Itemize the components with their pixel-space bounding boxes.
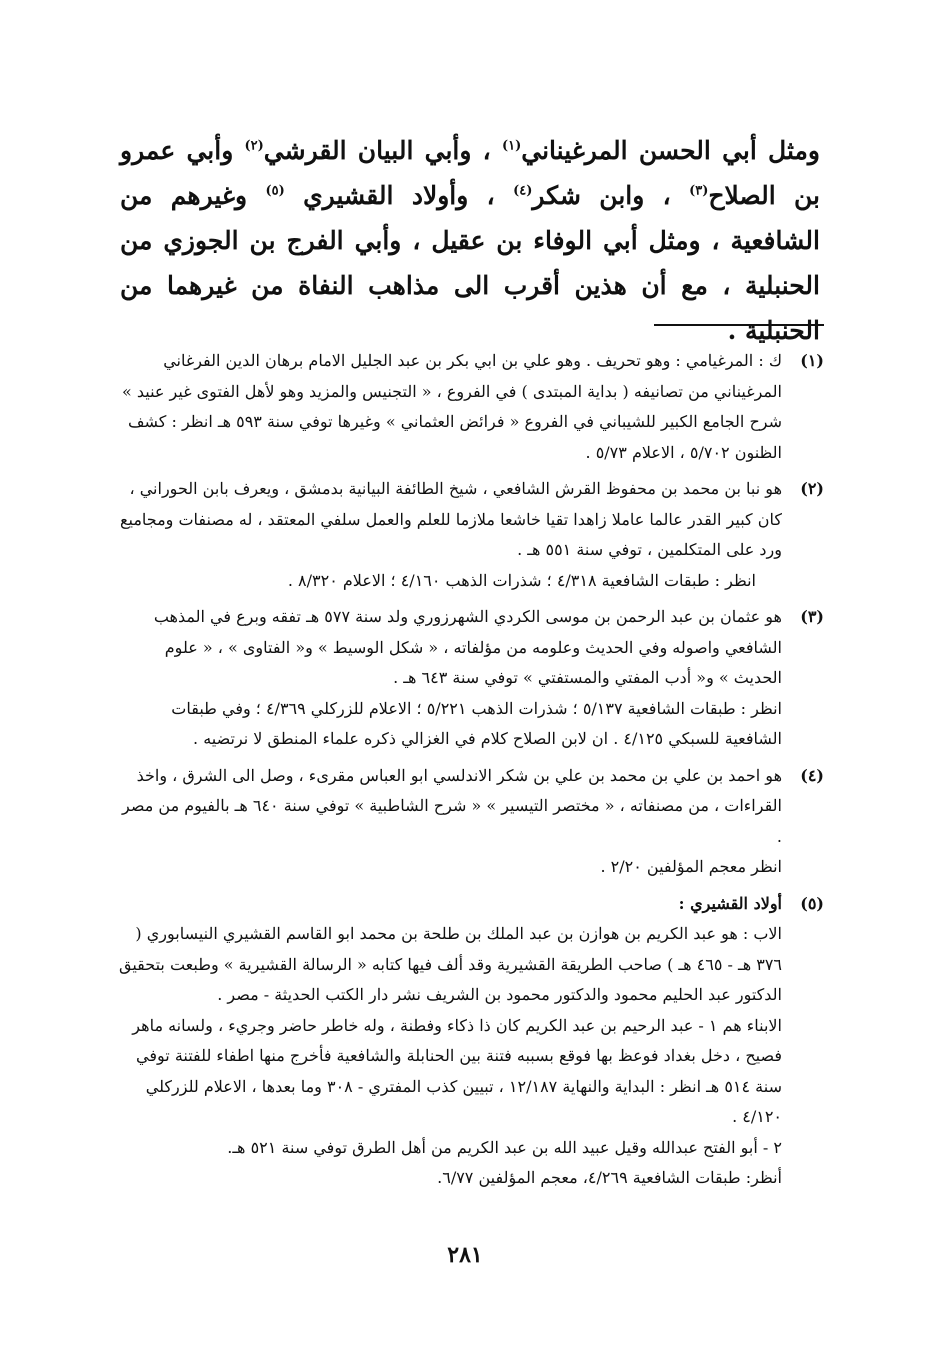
text-segment: ، وأولاد القشيري	[284, 181, 514, 210]
footnote-1	[112, 346, 824, 468]
text-segment: ، وابن شكر	[532, 181, 690, 210]
footnote-text: الاب : هو عبد الكريم بن هوازن بن عبد الملك بن طلحة بن محمد ابو القاسم القشيري النيسابوري ( ٣٧٦ هـ - ٤٦٥ هـ ) صاحب الطريقة القشيرية وقد ألف فيها كتابه « الرسالة القشيرية » وطبعت بتحقيق الدكتور عبد الحليم محمود والدكتور محمود بن الشريف نشر دار الكتب الحديثة - مصر .	[118, 924, 782, 1004]
footnote-number: (٥)	[800, 893, 824, 913]
footnote-number: (٢)	[800, 479, 824, 498]
main-paragraph	[120, 128, 820, 353]
text-segment: ، وأبي البيان القرشي	[263, 136, 502, 165]
footnote-divider	[654, 324, 824, 326]
footnote-3	[112, 602, 824, 755]
footnote-number: (٣)	[800, 607, 824, 626]
footnote-ref-5[interactable]: (٥)	[265, 183, 285, 199]
footnote-source: أنظر: طبقات الشافعية ٤/٢٦٩، معجم المؤلفين ٦/٧٧.	[437, 1168, 782, 1187]
footnote-ref-4[interactable]: (٤)	[513, 183, 533, 199]
footnotes-section	[112, 346, 824, 1194]
footnote-ref-3[interactable]: (٣)	[689, 183, 709, 199]
footnote-source: انظر : طبقات الشافعية ٤/٣١٨ ؛ شذرات الذهب ٤/١٦٠ ؛ الاعلام ٨/٣٢٠ .	[287, 570, 756, 590]
page-number: ٢٨١	[447, 1242, 483, 1268]
text-segment: وأبي عمرو بن الصلاح	[120, 136, 820, 210]
footnote-5	[112, 889, 824, 1194]
footnote-2	[112, 474, 824, 596]
footnote-source: انظر : طبقات الشافعية ٥/١٣٧ ؛ شذرات الذهب ٥/٢٢١ ؛ الاعلام للزركلي ٤/٣٦٩ ؛ وفي طبقات الشافعية للسبكي ٤/١٢٥ . ان لابن الصلاح كلام في الغزالي ذكره علماء المنطق لا نرتضيه .	[171, 698, 782, 748]
footnote-text: ٢ - أبو الفتح عبدالله وقيل عبيد الله بن عبد الكريم من أهل الطرق توفي سنة ٥٢١ هـ.	[227, 1137, 782, 1157]
footnote-text: هو عثمان بن عبد الرحمن بن موسى الكردي الشهرزوري ولد سنة ٥٧٧ هـ تفقه وبرع في المذهب الشافعي واصوله وفي الحديث وعلومه من مؤلفاته ، « شكل الوسيط » و« الفتاوى » ، « علوم الحديث » و« أدب المفتي والمستفتي » توفي سنة ٦٤٣ هـ .	[153, 607, 782, 687]
footnote-source: انظر معجم المؤلفين ٢/٢٠ .	[600, 857, 782, 876]
footnote-text: ك : المرغيامي : وهو تحريف . وهو علي بن ابي بكر بن عبد الجليل الامام برهان الدين الفرغاني المرغيناني من تصانيفه ( بداية المبتدى ) في الفروع ، « التجنيس والمزيد وهو لأهل الفتوى غير عنيد » شرح الجامع الكبير للشيباني في الفروع « فرائض العثماني » وغيرها توفي سنة ٥٩٣ هـ انظر : كشف الظنون ٥/٧٠٢ ، الاعلام ٥/٧٣ .	[121, 351, 782, 462]
footnote-number: (٤)	[800, 765, 824, 785]
text-segment: ومثل أبي الحسن المرغيناني	[521, 136, 820, 165]
footnote-4	[112, 761, 824, 883]
text-segment: وغيرهم من الشافعية ، ومثل أبي الوفاء بن عقيل ، وأبي الفرج بن الجوزي من الحنبلية ، مع أن هذين أقرب الى مذاهب النفاة من غيرهما من الحنبلية .	[120, 181, 820, 345]
footnote-text: هو نبا بن محمد بن محفوظ القرش الشافعي ، شيخ الطائفة البيانية بدمشق ، ويعرف بابن الحوراني ، كان كبير القدر عالما عاملا زاهدا تقيا خاشعا ملازما للعلم والعمل سلفي المعتقد ، له مصنفات ومجاميع ورد على المتكلمين ، توفي سنة ٥٥١ هـ .	[119, 479, 782, 559]
main-text-block	[120, 128, 820, 353]
footnote-heading: أولاد القشيري :	[678, 893, 782, 913]
footnote-text: الابناء هم ١ - عبد الرحيم بن عبد الكريم كان ذا ذكاء وفطنة ، وله خاطر حاضر وجريء ، ولسانه ماهر فصيح ، دخل بغداد فوعظ بها فوقع بسببه فتنة بين الحنابلة والشافعية فأخرج منها اطفاء للفتنة توفي سنة ٥١٤ هـ انظر : البداية والنهاية ١٢/١٨٧ ، تبيين كذب المفتري - ٣٠٨ وما بعدها ، الاعلام للزركلي ٤/١٢٠ .	[132, 1015, 782, 1126]
footnote-ref-1[interactable]: (١)	[501, 138, 522, 154]
footnote-number: (١)	[800, 351, 824, 370]
footnote-text: هو احمد بن علي بن محمد بن علي بن شكر الاندلسي ابو العباس مقرىء ، وصل الى الشرق ، واخذ القراءات ، من مصنفاته ، « مختصر التيسير » « شرح الشاطبية » توفي سنة ٦٤٠ هـ بالفيوم من مصر .	[122, 765, 782, 846]
footnote-ref-2[interactable]: (٢)	[244, 138, 264, 154]
